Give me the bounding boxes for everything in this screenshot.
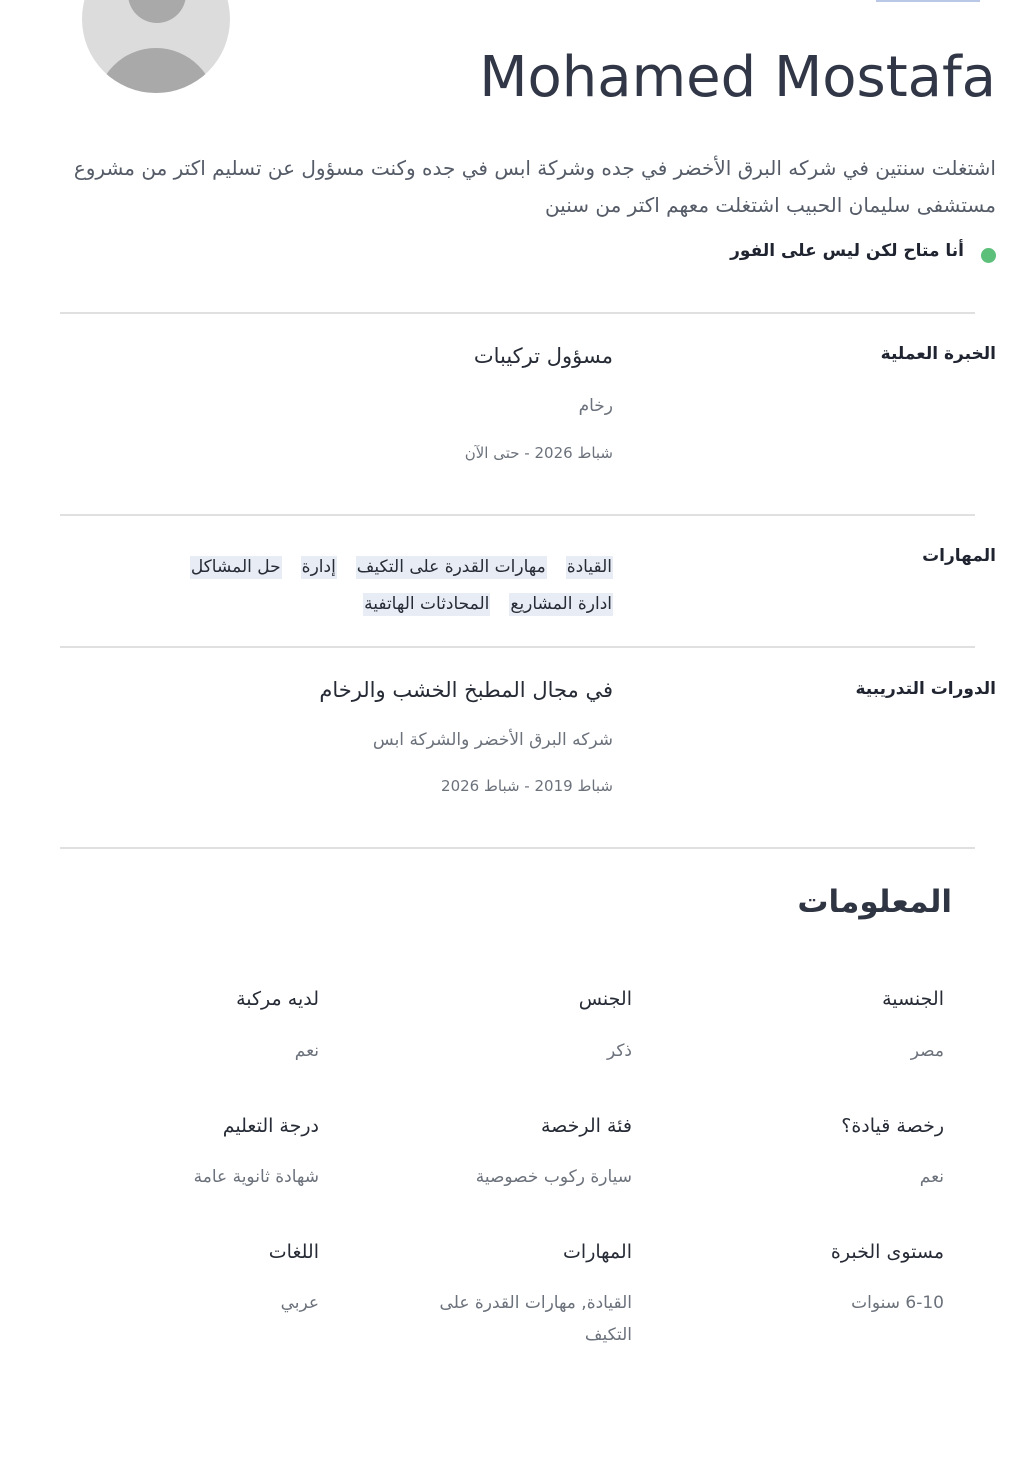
skill-tag: إدارة xyxy=(301,557,336,577)
avatar xyxy=(82,0,230,93)
divider xyxy=(60,514,975,516)
avatar-head-icon xyxy=(128,0,186,23)
skills-section-label: المهارات xyxy=(922,546,996,566)
divider xyxy=(60,847,975,849)
training-title: في مجال المطبخ الخشب والرخام xyxy=(319,678,613,702)
availability-status: أنا متاح لكن ليس على الفور xyxy=(730,241,964,261)
info-value-skills: القيادة, مهارات القدرة على التكيف xyxy=(439,1293,632,1345)
info-label-languages: اللغات xyxy=(268,1241,319,1263)
info-label-has-vehicle: لديه مركبة xyxy=(236,988,319,1010)
info-label-gender: الجنس xyxy=(578,988,632,1010)
info-value-driving-license: نعم xyxy=(919,1167,944,1187)
avatar-body-icon xyxy=(96,48,216,93)
divider xyxy=(60,646,975,648)
info-value-gender: ذكر xyxy=(606,1041,632,1061)
info-label-license-category: فئة الرخصة xyxy=(540,1115,632,1137)
info-value-languages: عربي xyxy=(280,1293,319,1313)
skill-tag: ادارة المشاريع xyxy=(510,594,612,614)
divider xyxy=(60,312,975,314)
info-label-skills: المهارات xyxy=(563,1241,632,1263)
info-label-education: درجة التعليم xyxy=(222,1115,319,1137)
top-accent-line xyxy=(876,0,980,2)
training-dates: شباط 2019 - شباط 2026 xyxy=(441,777,613,795)
availability-status-dot xyxy=(981,248,996,263)
info-value-has-vehicle: نعم xyxy=(294,1041,319,1061)
profile-bio: اشتغلت سنتين في شركه البرق الأخضر في جده وشركة ابس في جده وكنت مسؤول عن تسليم اكتر من مشروع مستشفى سليمان الحبيب اشتغلت معهم اكتر من سنين xyxy=(73,156,996,217)
info-label-experience-level: مستوى الخبرة xyxy=(830,1241,944,1263)
experience-job-title: مسؤول تركيبات xyxy=(473,344,613,368)
info-label-nationality: الجنسية xyxy=(882,988,944,1010)
info-value-license-category: سيارة ركوب خصوصية xyxy=(475,1167,632,1187)
profile-name: Mohamed Mostafa xyxy=(479,45,996,110)
info-value-education: شهادة ثانوية عامة xyxy=(193,1167,319,1187)
training-provider: شركه البرق الأخضر والشركة ابس xyxy=(372,730,613,750)
info-label-driving-license: رخصة قيادة؟ xyxy=(841,1115,944,1137)
experience-dates: شباط 2026 - حتى الآن xyxy=(464,444,613,462)
skill-tag: مهارات القدرة على التكيف xyxy=(356,557,546,577)
training-section-label: الدورات التدريبية xyxy=(855,679,996,699)
info-value-experience-level: 6-10 سنوات xyxy=(851,1293,944,1313)
skill-tag: حل المشاكل xyxy=(190,557,281,577)
experience-company: رخام xyxy=(578,396,613,416)
experience-section-label: الخبرة العملية xyxy=(880,344,996,364)
info-section-title: المعلومات xyxy=(797,884,952,920)
skill-tag: المحادثات الهاتفية xyxy=(364,594,490,614)
skill-tag: القيادة xyxy=(566,557,612,577)
info-value-nationality: مصر xyxy=(910,1041,944,1061)
skills-list xyxy=(103,548,613,622)
